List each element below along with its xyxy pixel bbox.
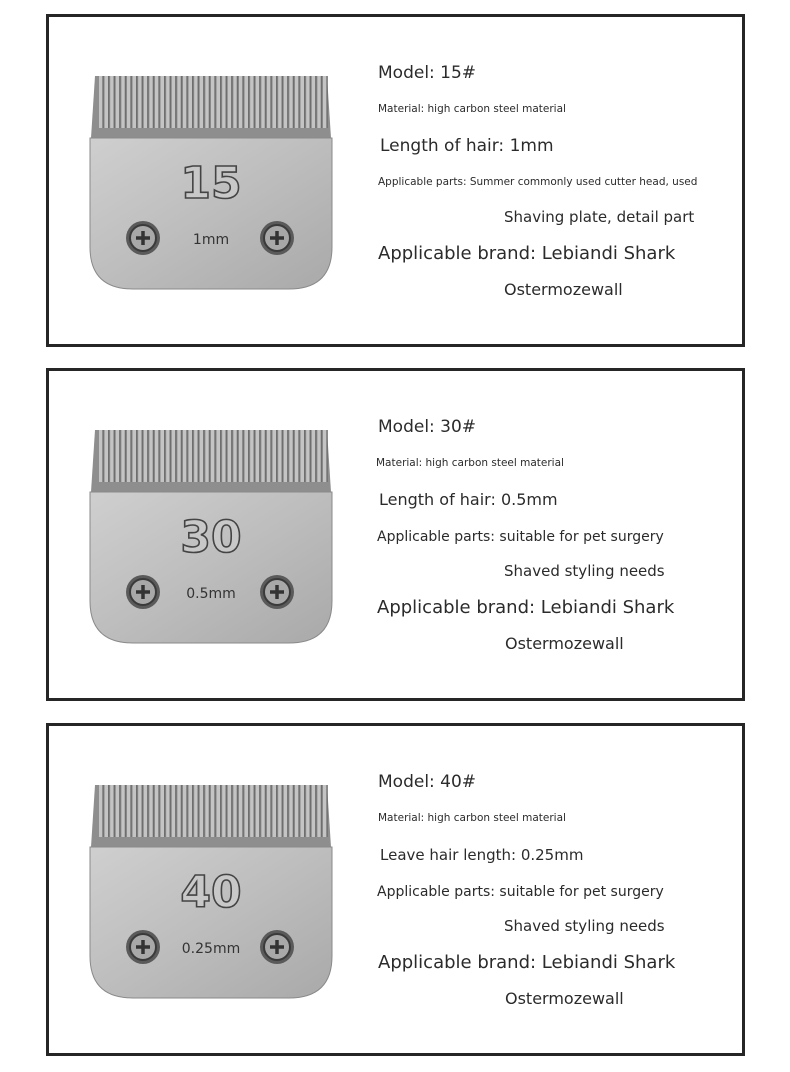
model-label: Model: 40# — [378, 772, 477, 792]
screw-icon — [260, 575, 294, 609]
parts-label: Applicable parts: Summer commonly used cutter head, used — [378, 176, 698, 188]
screw-icon — [126, 575, 160, 609]
parts-label: Applicable parts: suitable for pet surgery — [377, 529, 664, 545]
blade-teeth — [99, 430, 328, 482]
blade-length-marking: 1mm — [192, 232, 230, 248]
clipper-blade-image — [89, 72, 333, 292]
screw-icon — [260, 930, 294, 964]
hair-length-label: Length of hair: 0.5mm — [379, 490, 558, 509]
material-label: Material: high carbon steel material — [376, 457, 564, 469]
material-label: Material: high carbon steel material — [378, 812, 566, 824]
brand-continued: Ostermozewall — [505, 989, 624, 1008]
parts-continued: Shaving plate, detail part — [504, 208, 695, 226]
material-label: Material: high carbon steel material — [378, 103, 566, 115]
blade-teeth — [99, 785, 328, 837]
model-label: Model: 15# — [378, 63, 477, 83]
brand-continued: Ostermozewall — [505, 634, 624, 653]
product-card-30 — [46, 368, 745, 701]
brand-continued: Ostermozewall — [504, 280, 623, 299]
parts-continued: Shaved styling needs — [504, 917, 665, 935]
screw-icon — [260, 221, 294, 255]
hair-length-label: Leave hair length: 0.25mm — [380, 846, 584, 864]
clipper-blade-image — [89, 426, 333, 646]
blade-length-marking: 0.5mm — [186, 586, 236, 602]
blade-number: 15 — [180, 158, 242, 209]
parts-label: Applicable parts: suitable for pet surgery — [377, 884, 664, 900]
blade-teeth — [99, 76, 328, 128]
model-label: Model: 30# — [378, 417, 477, 437]
blade-number: 30 — [180, 512, 242, 563]
product-card-40 — [46, 723, 745, 1056]
screw-icon — [126, 930, 160, 964]
product-card-15 — [46, 14, 745, 347]
brand-label: Applicable brand: Lebiandi Shark — [378, 243, 676, 264]
blade-length-marking: 0.25mm — [181, 941, 241, 957]
brand-label: Applicable brand: Lebiandi Shark — [378, 952, 676, 973]
parts-continued: Shaved styling needs — [504, 562, 665, 580]
hair-length-label: Length of hair: 1mm — [380, 136, 554, 156]
brand-label: Applicable brand: Lebiandi Shark — [377, 597, 675, 618]
clipper-blade-image — [89, 781, 333, 1001]
screw-icon — [126, 221, 160, 255]
blade-number: 40 — [180, 867, 242, 918]
